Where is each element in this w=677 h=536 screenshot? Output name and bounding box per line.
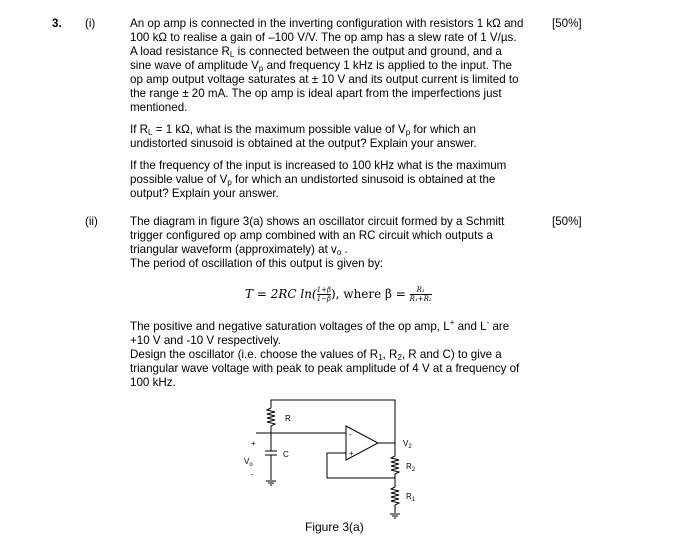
formula-lhs: T = 2RC ln( bbox=[245, 287, 317, 301]
text-segment: triangular wave voltage with peak to peak amplitude of 4 V at a frequency of bbox=[130, 362, 520, 375]
text-sup: + bbox=[449, 318, 455, 327]
text-segment: The period of oscillation of this output is given by: bbox=[130, 257, 384, 270]
text-segment: +10 V and -10 V respectively. bbox=[130, 334, 281, 347]
text-segment: triangular waveform (approximately) at v bbox=[130, 243, 337, 256]
r1-main: R bbox=[406, 492, 412, 501]
label-v2 bbox=[403, 439, 412, 450]
text-segment: , R bbox=[382, 348, 398, 361]
positive-feedback-wire bbox=[327, 453, 395, 478]
beta-numerator: R₁ bbox=[416, 286, 425, 294]
text-segment: undistorted sinusoid is obtained at the output? Explain your answer. bbox=[130, 137, 477, 150]
text-segment: possible value of V bbox=[130, 173, 228, 186]
part-ii-marks: [50%] bbox=[552, 215, 582, 228]
text-sub: L bbox=[148, 128, 153, 137]
text-sub: L bbox=[229, 50, 235, 59]
opamp-minus: - bbox=[349, 430, 352, 439]
text-segment: for which an bbox=[410, 123, 476, 136]
resistor-r bbox=[267, 408, 275, 433]
text-segment: is connected between the output and ground, and a bbox=[234, 45, 502, 58]
text-sub: p bbox=[258, 64, 264, 73]
text-segment: mentioned. bbox=[130, 101, 188, 114]
text-sub: 2 bbox=[397, 353, 402, 362]
r2-sub: 2 bbox=[411, 467, 416, 473]
text-segment: output? Explain your answer. bbox=[130, 187, 279, 200]
text-segment: If the frequency of the input is increased to 100 kHz what is the maximum bbox=[130, 159, 507, 172]
part-i-marks: [50%] bbox=[552, 17, 582, 30]
text-segment: , R and C) to give a bbox=[401, 348, 502, 361]
r2-main: R bbox=[406, 462, 412, 471]
text-segment: are bbox=[489, 320, 510, 333]
text-segment: An op amp is connected in the inverting configuration with resistors 1 kΩ and bbox=[130, 17, 524, 30]
text-segment: The positive and negative saturation voltages of the op amp, L bbox=[130, 320, 450, 333]
text-segment: A load resistance R bbox=[130, 45, 230, 58]
v2-main: V bbox=[403, 439, 409, 448]
figure-caption: Figure 3(a) bbox=[305, 520, 364, 534]
resistor-r1 bbox=[391, 478, 399, 513]
text-segment: and L bbox=[454, 320, 487, 333]
vo-sub: o bbox=[249, 462, 253, 468]
text-sub: o bbox=[336, 248, 342, 257]
text-sub: p bbox=[227, 178, 232, 187]
fraction-numerator: 1+β bbox=[316, 286, 331, 294]
label-r1 bbox=[406, 492, 416, 503]
text-sub: 1 bbox=[378, 353, 383, 362]
r1-sub: 1 bbox=[411, 497, 416, 503]
opamp-plus: + bbox=[349, 449, 354, 458]
text-segment: trigger configured op amp combined with an RC circuit which outputs a bbox=[130, 229, 493, 242]
beta-denominator: R₁+R₂ bbox=[409, 295, 432, 303]
question-number: 3. bbox=[52, 17, 62, 30]
text-segment: If R bbox=[130, 123, 149, 136]
text-segment: The diagram in figure 3(a) shows an oscillator circuit formed by a Schmitt bbox=[130, 215, 505, 228]
text-segment: sine wave of amplitude V bbox=[130, 59, 259, 72]
label-c: C bbox=[283, 450, 289, 459]
v2-sub: 2 bbox=[408, 444, 412, 450]
fraction-denominator: 1−β bbox=[316, 295, 331, 303]
label-minus: - bbox=[251, 470, 254, 479]
text-segment: Design the oscillator (i.e. choose the values of R bbox=[130, 348, 379, 361]
text-segment: . bbox=[341, 243, 348, 256]
text-sub: p bbox=[405, 128, 411, 137]
resistor-r2 bbox=[391, 443, 399, 478]
text-segment: 100 kΩ to realise a gain of –100 V/V. The op amp has a slew rate of 1 V/µs. bbox=[130, 31, 517, 44]
text-segment: = 1 kΩ, what is the maximum possible value of V bbox=[152, 123, 406, 136]
text-segment: op amp output voltage saturates at ± 10 V and its output current is limited to bbox=[130, 73, 519, 86]
label-r: R bbox=[285, 414, 291, 423]
part-ii-label: (ii) bbox=[85, 215, 98, 228]
text-segment: 100 kHz. bbox=[130, 376, 176, 389]
text-segment: and frequency 1 kHz is applied to the input. The bbox=[263, 59, 512, 72]
label-vo bbox=[244, 457, 253, 468]
label-plus: + bbox=[251, 439, 256, 448]
text-sup: - bbox=[486, 318, 490, 327]
part-i-label: (i) bbox=[85, 17, 96, 30]
vo-main: V bbox=[244, 457, 250, 466]
label-r2 bbox=[406, 462, 416, 473]
text-segment: for which an undistorted sinusoid is obtained at the bbox=[231, 173, 496, 186]
text-segment: the range ± 20 mA. The op amp is ideal apart from the imperfections just bbox=[130, 87, 502, 100]
formula-where: ), where β = bbox=[330, 287, 410, 301]
